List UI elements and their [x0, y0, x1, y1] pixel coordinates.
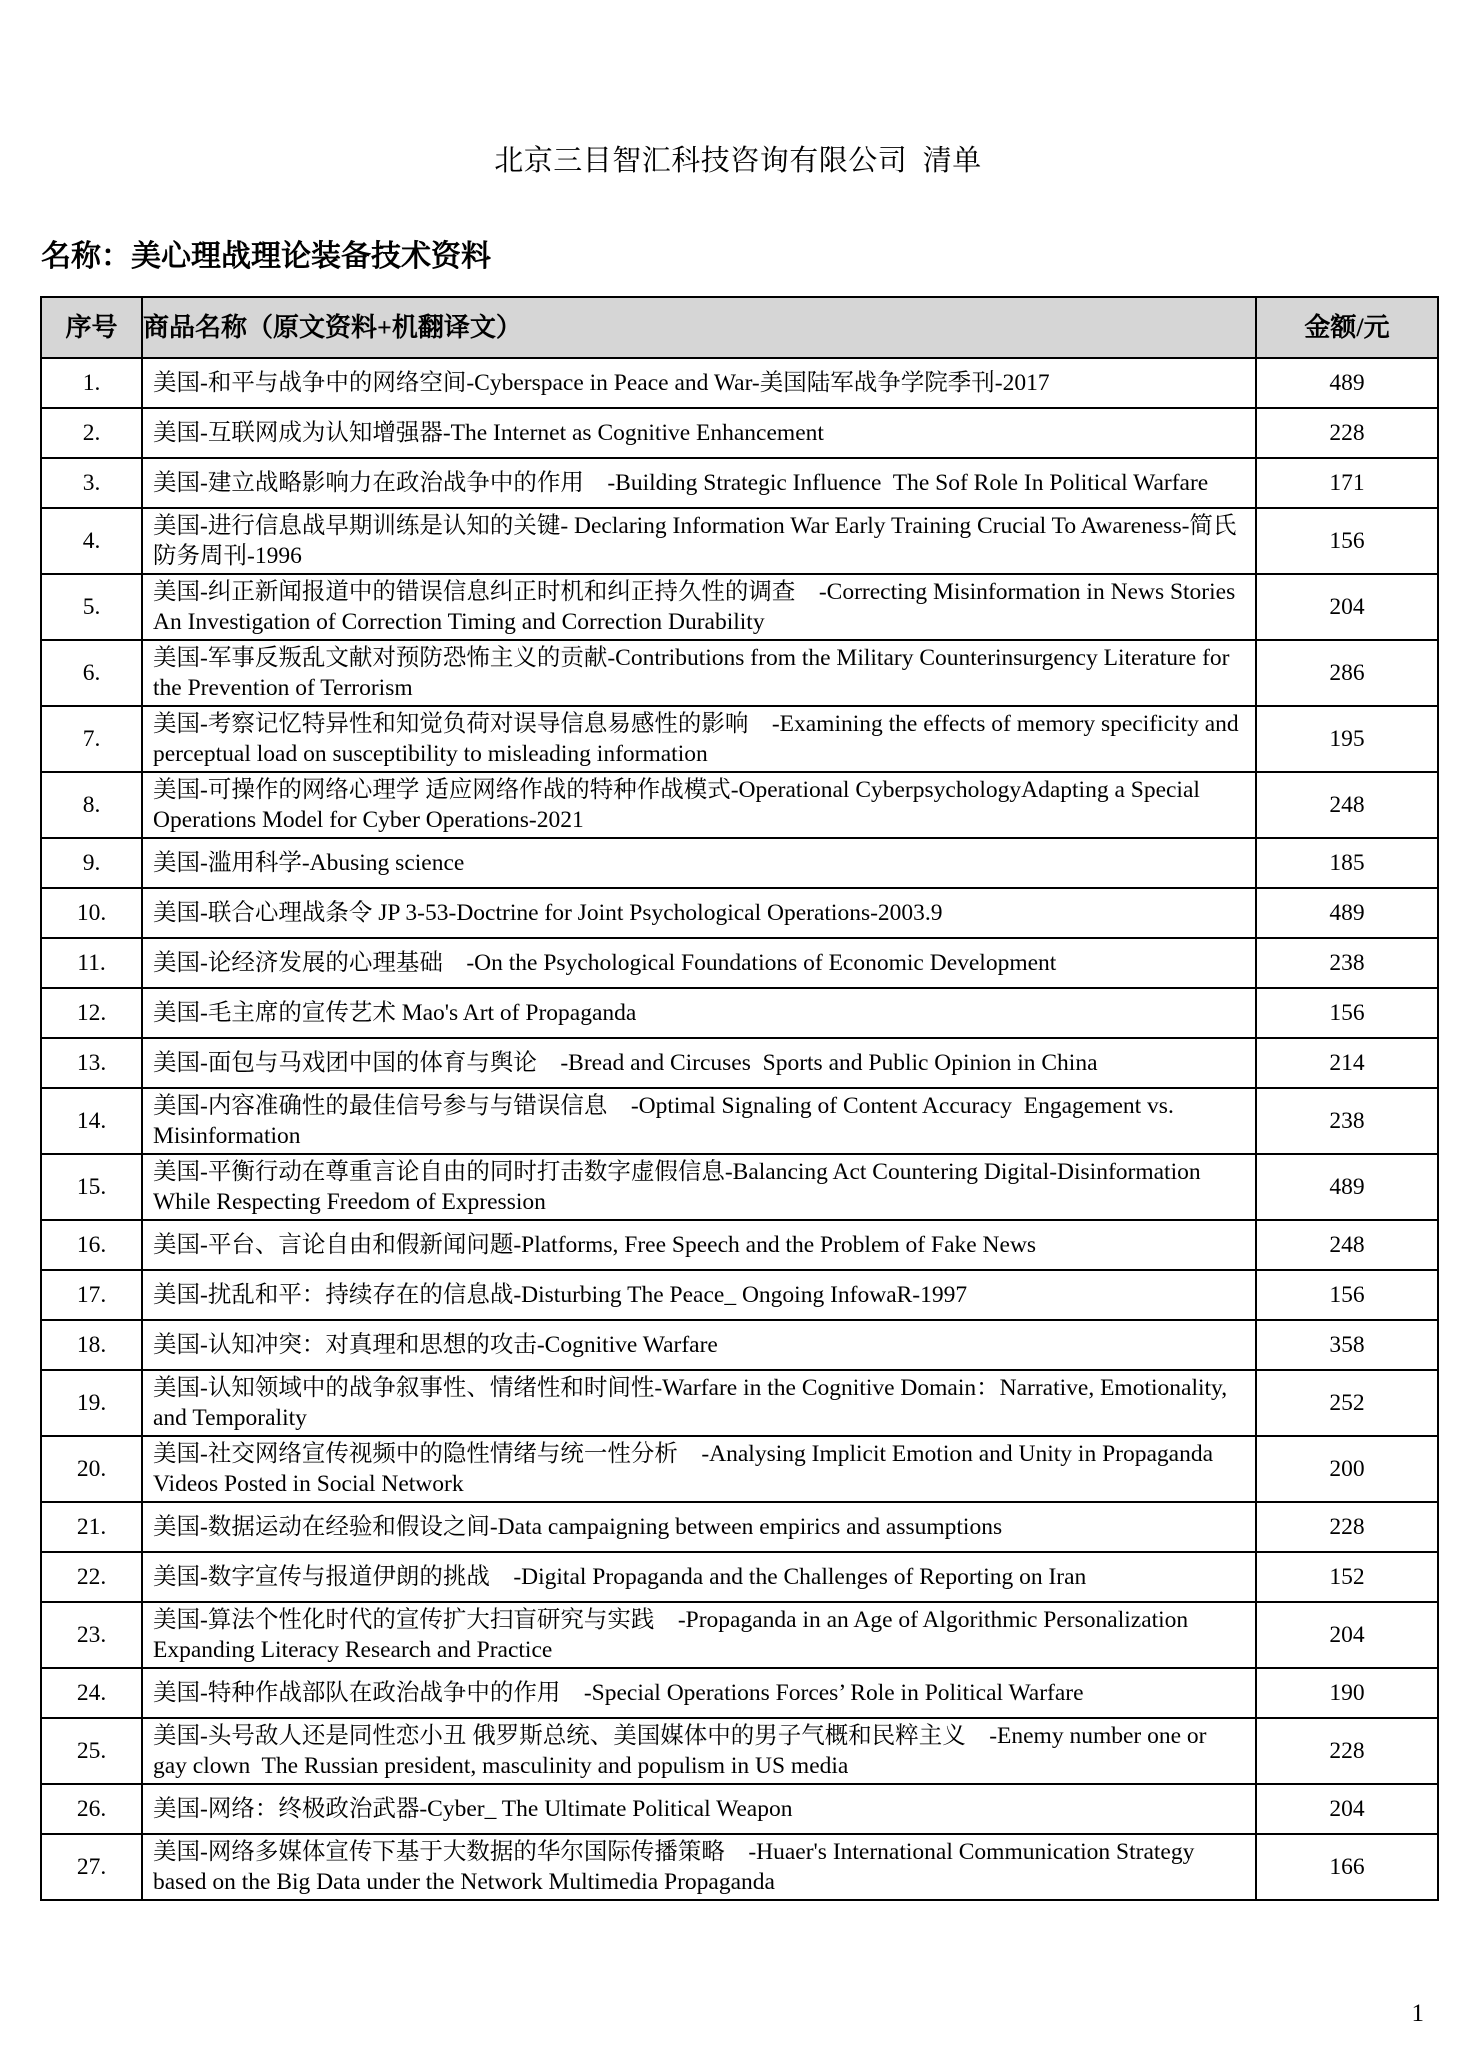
cell-item-name: 美国-网络多媒体宣传下基于大数据的华尔国际传播策略 -Huaer's International Communication Strategy based on the Big Data under the Network Multimedia Propaganda: [142, 1834, 1256, 1900]
cell-price: 204: [1256, 574, 1438, 640]
table-row: [41, 988, 1438, 1038]
cell-item-name: 美国-论经济发展的心理基础 -On the Psychological Foundations of Economic Development: [142, 938, 1256, 988]
cell-item-name: 美国-联合心理战条令 JP 3-53-Doctrine for Joint Psychological Operations-2003.9: [142, 888, 1256, 938]
table-row: [41, 1088, 1438, 1154]
table-row: [41, 1270, 1438, 1320]
cell-price: 489: [1256, 888, 1438, 938]
cell-index: 12.: [41, 988, 142, 1038]
cell-index: 15.: [41, 1154, 142, 1220]
cell-item-name: 美国-纠正新闻报道中的错误信息纠正时机和纠正持久性的调查 -Correcting Misinformation in News Stories An Investigation of Correction Timing and Correction Durability: [142, 574, 1256, 640]
table-row: [41, 1668, 1438, 1718]
header-price: 金额/元: [1256, 297, 1438, 358]
table-row: [41, 1320, 1438, 1370]
table-row: [41, 706, 1438, 772]
cell-index: 8.: [41, 772, 142, 838]
table-row: [41, 1552, 1438, 1602]
table-row: [41, 1038, 1438, 1088]
table-head: [41, 297, 1438, 358]
table-row: [41, 1834, 1438, 1900]
cell-item-name: 美国-算法个性化时代的宣传扩大扫盲研究与实践 -Propaganda in an Age of Algorithmic Personalization Expanding Literacy Research and Practice: [142, 1602, 1256, 1668]
cell-item-name: 美国-可操作的网络心理学 适应网络作战的特种作战模式-Operational CyberpsychologyAdapting a Special Operations Model for Cyber Operations-2021: [142, 772, 1256, 838]
table-row: [41, 1154, 1438, 1220]
cell-index: 1.: [41, 358, 142, 408]
cell-item-name: 美国-考察记忆特异性和知觉负荷对误导信息易感性的影响 -Examining the effects of memory specificity and perceptual load on susceptibility to misleading information: [142, 706, 1256, 772]
cell-price: 228: [1256, 1502, 1438, 1552]
cell-item-name: 美国-认知领域中的战争叙事性、情绪性和时间性-Warfare in the Cognitive Domain：Narrative, Emotionality, and Temporality: [142, 1370, 1256, 1436]
table-row: [41, 574, 1438, 640]
cell-price: 358: [1256, 1320, 1438, 1370]
cell-price: 248: [1256, 772, 1438, 838]
cell-item-name: 美国-网络：终极政治武器-Cyber_ The Ultimate Political Weapon: [142, 1784, 1256, 1834]
cell-price: 204: [1256, 1784, 1438, 1834]
cell-item-name: 美国-面包与马戏团中国的体育与舆论 -Bread and Circuses Sports and Public Opinion in China: [142, 1038, 1256, 1088]
cell-index: 17.: [41, 1270, 142, 1320]
cell-index: 18.: [41, 1320, 142, 1370]
cell-item-name: 美国-和平与战争中的网络空间-Cyberspace in Peace and War-美国陆军战争学院季刊-2017: [142, 358, 1256, 408]
table-row: [41, 1436, 1438, 1502]
cell-item-name: 美国-滥用科学-Abusing science: [142, 838, 1256, 888]
cell-price: 286: [1256, 640, 1438, 706]
cell-price: 248: [1256, 1220, 1438, 1270]
page-number: 1: [1411, 2000, 1424, 2027]
cell-index: 9.: [41, 838, 142, 888]
cell-price: 214: [1256, 1038, 1438, 1088]
table-row: [41, 640, 1438, 706]
cell-item-name: 美国-特种作战部队在政治战争中的作用 -Special Operations Forces’ Role in Political Warfare: [142, 1668, 1256, 1718]
list-name-label: 名称：美心理战理论装备技术资料: [41, 240, 491, 273]
cell-price: 156: [1256, 1270, 1438, 1320]
cell-price: 489: [1256, 358, 1438, 408]
cell-price: 195: [1256, 706, 1438, 772]
cell-item-name: 美国-进行信息战早期训练是认知的关键- Declaring Information War Early Training Crucial To Awareness-简氏防务周刊-1996: [142, 508, 1256, 574]
table-row: [41, 458, 1438, 508]
cell-item-name: 美国-内容准确性的最佳信号参与与错误信息 -Optimal Signaling of Content Accuracy Engagement vs. Misinformation: [142, 1088, 1256, 1154]
table-row: [41, 938, 1438, 988]
table-row: [41, 1602, 1438, 1668]
table-body: [41, 358, 1438, 1900]
cell-index: 19.: [41, 1370, 142, 1436]
cell-item-name: 美国-平台、言论自由和假新闻问题-Platforms, Free Speech and the Problem of Fake News: [142, 1220, 1256, 1270]
cell-price: 156: [1256, 988, 1438, 1038]
cell-index: 5.: [41, 574, 142, 640]
cell-index: 3.: [41, 458, 142, 508]
cell-price: 152: [1256, 1552, 1438, 1602]
cell-price: 200: [1256, 1436, 1438, 1502]
cell-price: 190: [1256, 1668, 1438, 1718]
cell-item-name: 美国-数据运动在经验和假设之间-Data campaigning between empirics and assumptions: [142, 1502, 1256, 1552]
cell-index: 21.: [41, 1502, 142, 1552]
items-table: [40, 296, 1439, 1901]
cell-index: 10.: [41, 888, 142, 938]
cell-item-name: 美国-社交网络宣传视频中的隐性情绪与统一性分析 -Analysing Implicit Emotion and Unity in Propaganda Videos Posted in Social Network: [142, 1436, 1256, 1502]
table-row: [41, 838, 1438, 888]
cell-price: 171: [1256, 458, 1438, 508]
cell-item-name: 美国-数字宣传与报道伊朗的挑战 -Digital Propaganda and the Challenges of Reporting on Iran: [142, 1552, 1256, 1602]
cell-price: 489: [1256, 1154, 1438, 1220]
cell-index: 20.: [41, 1436, 142, 1502]
cell-index: 27.: [41, 1834, 142, 1900]
cell-item-name: 美国-扰乱和平：持续存在的信息战-Disturbing The Peace_ Ongoing InfowaR-1997: [142, 1270, 1256, 1320]
cell-price: 228: [1256, 408, 1438, 458]
cell-price: 185: [1256, 838, 1438, 888]
cell-price: 166: [1256, 1834, 1438, 1900]
cell-index: 11.: [41, 938, 142, 988]
table-row: [41, 408, 1438, 458]
cell-index: 4.: [41, 508, 142, 574]
table-row: [41, 1784, 1438, 1834]
cell-index: 26.: [41, 1784, 142, 1834]
cell-price: 252: [1256, 1370, 1438, 1436]
cell-price: 228: [1256, 1718, 1438, 1784]
cell-index: 23.: [41, 1602, 142, 1668]
table-row: [41, 1370, 1438, 1436]
header-index: 序号: [41, 297, 142, 358]
cell-item-name: 美国-建立战略影响力在政治战争中的作用 -Building Strategic Influence The Sof Role In Political Warfare: [142, 458, 1256, 508]
cell-price: 238: [1256, 938, 1438, 988]
cell-index: 2.: [41, 408, 142, 458]
cell-item-name: 美国-军事反叛乱文献对预防恐怖主义的贡献-Contributions from the Military Counterinsurgency Literature for the Prevention of Terrorism: [142, 640, 1256, 706]
table-row: [41, 1220, 1438, 1270]
cell-price: 156: [1256, 508, 1438, 574]
cell-index: 13.: [41, 1038, 142, 1088]
header-item-name: 商品名称（原文资料+机翻译文）: [142, 297, 1256, 358]
cell-index: 16.: [41, 1220, 142, 1270]
cell-index: 25.: [41, 1718, 142, 1784]
cell-index: 14.: [41, 1088, 142, 1154]
page-title: 北京三目智汇科技咨询有限公司 清单: [494, 145, 982, 177]
table-row: [41, 772, 1438, 838]
table-header-row: [41, 297, 1438, 358]
cell-price: 204: [1256, 1602, 1438, 1668]
table-row: [41, 1718, 1438, 1784]
cell-index: 24.: [41, 1668, 142, 1718]
cell-item-name: 美国-头号敌人还是同性恋小丑 俄罗斯总统、美国媒体中的男子气概和民粹主义 -Enemy number one or gay clown The Russian president, masculinity and populism in US media: [142, 1718, 1256, 1784]
cell-index: 7.: [41, 706, 142, 772]
cell-item-name: 美国-互联网成为认知增强器-The Internet as Cognitive Enhancement: [142, 408, 1256, 458]
table-row: [41, 508, 1438, 574]
cell-index: 22.: [41, 1552, 142, 1602]
cell-price: 238: [1256, 1088, 1438, 1154]
table-row: [41, 888, 1438, 938]
cell-item-name: 美国-毛主席的宣传艺术 Mao's Art of Propaganda: [142, 988, 1256, 1038]
table-row: [41, 358, 1438, 408]
cell-item-name: 美国-认知冲突：对真理和思想的攻击-Cognitive Warfare: [142, 1320, 1256, 1370]
cell-item-name: 美国-平衡行动在尊重言论自由的同时打击数字虚假信息-Balancing Act Countering Digital-Disinformation While Respecting Freedom of Expression: [142, 1154, 1256, 1220]
table-row: [41, 1502, 1438, 1552]
cell-index: 6.: [41, 640, 142, 706]
